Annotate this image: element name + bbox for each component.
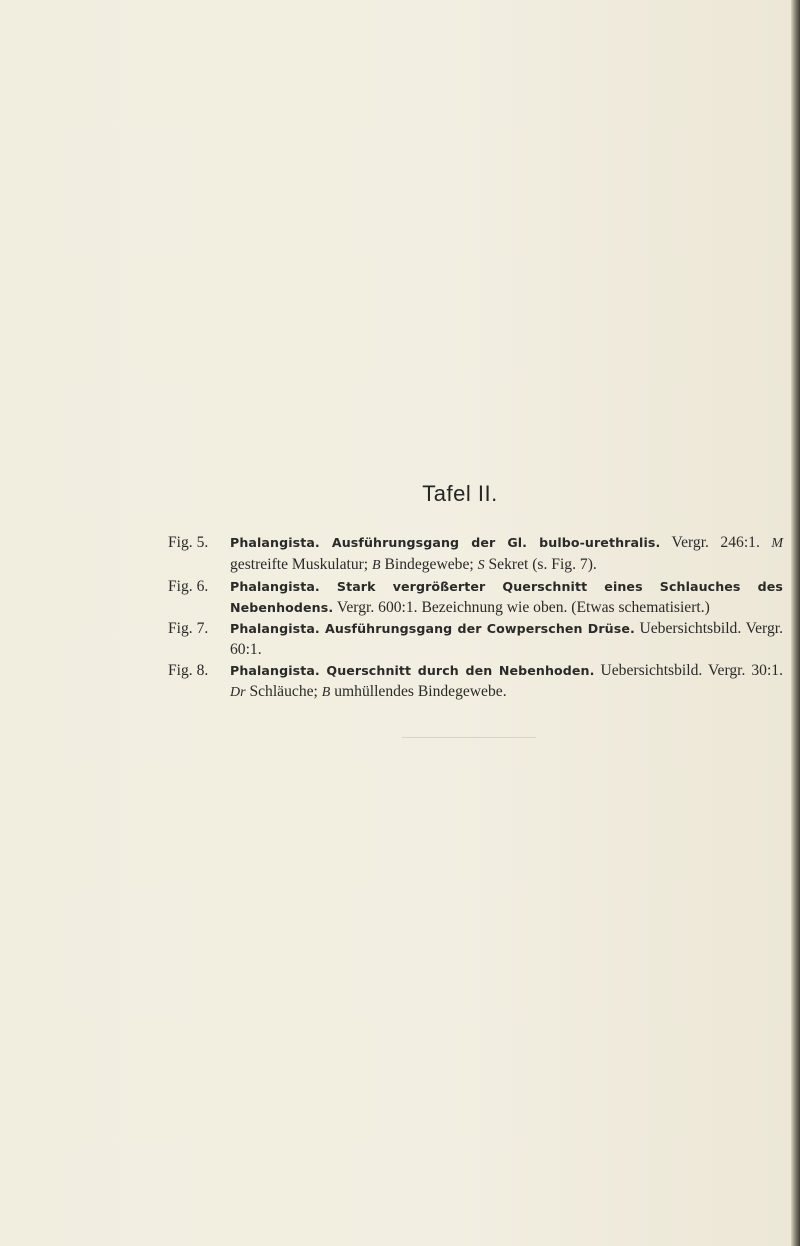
caption-fig-5 [168,532,783,576]
caption-text: Sekret (s. Fig. 7). [484,556,597,573]
caption-text: umhüllendes Bindegewebe. [330,683,507,700]
caption-text: gestreifte Muskulatur; [230,556,373,573]
plate-title: Tafel II. [422,481,498,506]
symbol-dr: Dr [230,685,246,700]
caption-heading: Phalangista. Ausführungsgang der Cowperschen Drüse. [230,621,635,636]
caption-body [230,660,783,703]
caption-text: Schläuche; [245,683,322,700]
fig-label: Fig. 6. [168,578,209,595]
caption-text: Vergr. 600:1. Bezeichnung wie oben. (Etwas schematisiert.) [333,599,710,616]
fig-label: Fig. 8. [168,662,209,679]
symbol-m: M [771,536,783,551]
caption-text: Uebersichtsbild. Vergr. 30:1. [594,662,783,679]
caption-body [230,576,783,618]
caption-heading: Phalangista. Querschnitt durch den Nebenhoden. [230,663,595,678]
faint-rule [402,737,536,738]
symbol-b: B [372,558,381,573]
fig-label: Fig. 7. [168,620,209,637]
page-edge-shadow [791,0,800,1246]
caption-text: Bindegewebe; [380,556,478,573]
symbol-b: B [321,685,331,700]
caption-body [230,618,783,660]
caption-text: Vergr. 246:1. [660,534,772,551]
caption-heading: Phalangista. Ausführungsgang der Gl. bulbo-urethralis. [230,535,661,550]
caption-fig-7 [168,618,783,660]
figure-captions [168,532,783,703]
caption-heading: Phalangista. Stark vergrößerter Querschnitt eines Schlauches des Nebenhodens. [230,579,783,615]
symbol-s: S [477,558,485,573]
caption-fig-6 [168,576,783,618]
caption-fig-8 [168,660,783,703]
caption-text: Uebersichtsbild. Vergr. 60:1. [230,620,783,658]
caption-body [230,532,783,576]
fig-label: Fig. 5. [168,534,209,551]
